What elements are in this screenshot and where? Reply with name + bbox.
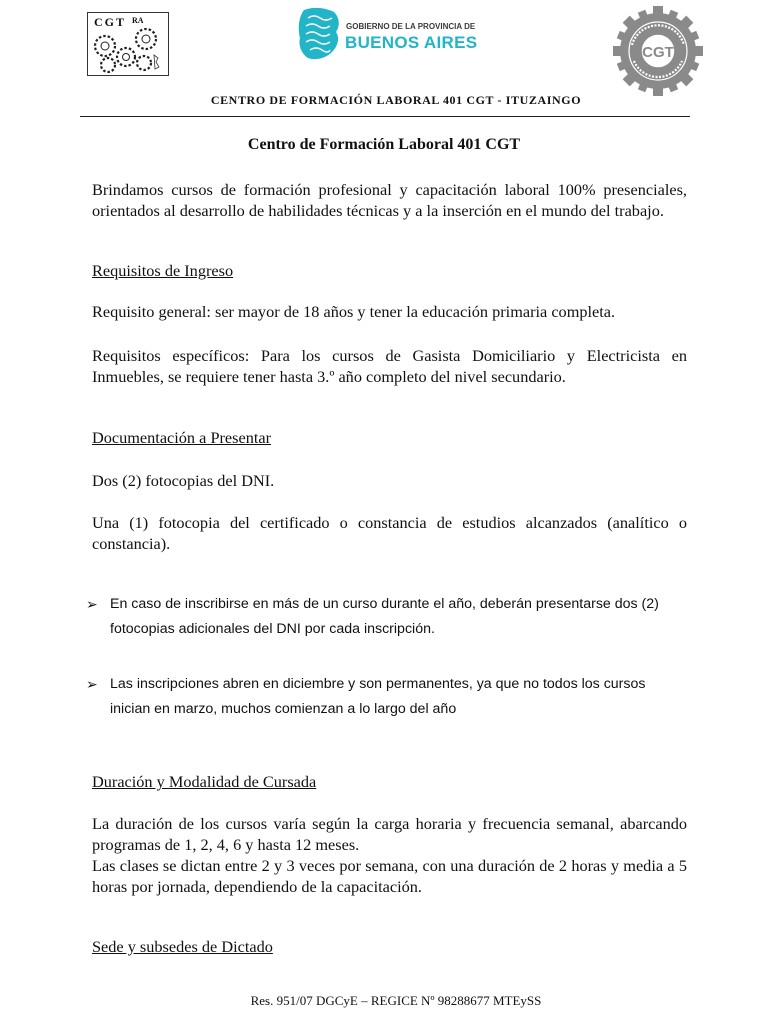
requisito-general: Requisito general: ser mayor de 18 años y tener la educación primaria completa. [92, 302, 616, 321]
gear-seal-icon [612, 5, 704, 97]
gears-icon [88, 13, 168, 75]
seal-center-text: CGT [642, 44, 674, 61]
documentacion-heading: Documentación a Presentar [92, 428, 272, 447]
intro-paragraph: Brindamos cursos de formación profesional y capacitación laboral 100% presenciales, orientados al desarrollo de habilidades técnicas y a la inserción en el mundo del trabajo. [92, 180, 687, 220]
buenos-aires-government-logo [296, 6, 486, 64]
document-header: CENTRO DE FORMACIÓN LABORAL 401 CGT - ITUZAINGO [210, 93, 582, 107]
government-label: GOBIERNO DE LA PROVINCIA DE [346, 22, 476, 31]
centro-formacion-seal-logo [612, 5, 704, 97]
arrow-bullet-icon: ➢ [86, 676, 98, 692]
cgt-gears-logo [87, 12, 169, 76]
requisitos-especificos: Requisitos específicos: Para los cursos de Gasista Domiciliario y Electricista en Inmuebles, se requiere tener hasta 3.º año completo del nivel secundario. [92, 346, 687, 386]
page-title: Centro de Formación Laboral 401 CGT [247, 136, 521, 153]
document-footer: Res. 951/07 DGCyE – REGICE Nº 98288677 MTEySS [250, 993, 542, 1008]
logo-left-text: CGT [94, 15, 127, 29]
logo-left-small-text: RA [132, 16, 144, 25]
header-divider [80, 116, 690, 117]
bullet-text: Las inscripciones abren en diciembre y son permanentes, ya que no todos los cursos inician en marzo, muchos comienzan a lo largo del año [110, 676, 646, 717]
requisitos-heading: Requisitos de Ingreso [92, 261, 234, 280]
arrow-bullet-icon: ➢ [86, 596, 98, 612]
duracion-heading: Duración y Modalidad de Cursada [92, 772, 317, 791]
sede-heading: Sede y subsedes de Dictado [92, 937, 273, 956]
bullet-text: En caso de inscribirse en más de un curso durante el año, deberán presentarse dos (2) fotocopias adicionales del DNI por cada inscripción. [110, 596, 659, 637]
documentacion-item-dni: Dos (2) fotocopias del DNI. [92, 471, 275, 490]
documentacion-item-certificado: Una (1) fotocopia del certificado o constancia de estudios alcanzados (analítico o constancia). [92, 513, 687, 553]
province-map-icon [296, 6, 342, 62]
duracion-text-2: Las clases se dictan entre 2 y 3 veces por semana, con una duración de 2 horas y media a 5 horas por jornada, dependiendo de la capacitación. [92, 856, 687, 896]
buenos-aires-label: BUENOS AIRES [345, 33, 478, 52]
duracion-text-1: La duración de los cursos varía según la carga horaria y frecuencia semanal, abarcando programas de 1, 2, 4, 6 y hasta 12 meses. [92, 814, 687, 854]
